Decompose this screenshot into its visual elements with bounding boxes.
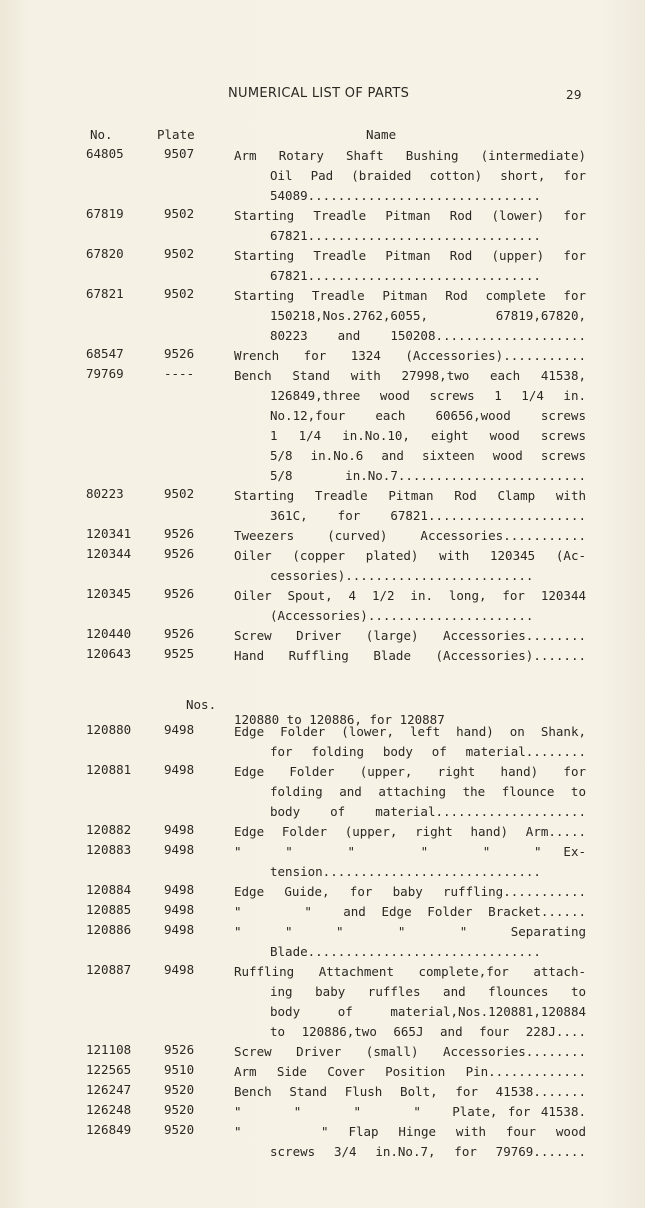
plate-number: 9502	[164, 486, 195, 501]
part-number: 120440	[86, 626, 132, 641]
part-name-line: 361C, for 67821.....................	[270, 508, 586, 523]
part-number: 67820	[86, 246, 124, 261]
part-number: 120643	[86, 646, 132, 661]
part-name-line: Tweezers (curved) Accessories...........	[234, 528, 586, 543]
part-name-line: Oil Pad (braided cotton) short, for	[270, 168, 586, 183]
part-number: 120885	[86, 902, 132, 917]
part-name-line: Bench Stand Flush Bolt, for 41538.......	[234, 1084, 586, 1099]
part-number: 120344	[86, 546, 132, 561]
part-name	[234, 1122, 586, 1162]
part-name-line: Bench Stand with 27998,two each 41538,	[234, 368, 586, 383]
plate-number: 9498	[164, 882, 195, 897]
part-name-line: Screw Driver (large) Accessories........	[234, 628, 586, 643]
part-name-line: screws 3/4 in.No.7, for 79769.......	[270, 1144, 586, 1159]
part-name	[234, 1042, 586, 1062]
part-name	[234, 526, 586, 546]
part-name-line: Edge Guide, for baby ruffling...........	[234, 884, 586, 899]
part-name-line: Starting Treadle Pitman Rod Clamp with	[234, 488, 586, 503]
part-name	[234, 842, 586, 882]
part-name-line: " " Flap Hinge with four wood	[234, 1124, 586, 1139]
part-name	[234, 286, 586, 346]
plate-number: ----	[164, 366, 195, 381]
part-name-line: 80223 and 150208....................	[270, 328, 586, 343]
part-name-line: Starting Treadle Pitman Rod complete for	[234, 288, 586, 303]
part-name-line: Screw Driver (small) Accessories........	[234, 1044, 586, 1059]
part-number: 68547	[86, 346, 124, 361]
part-number: 120884	[86, 882, 132, 897]
plate-number: 9502	[164, 246, 195, 261]
column-header-no: No.	[90, 127, 113, 142]
part-name-line: Oiler Spout, 4 1/2 in. long, for 120344	[234, 588, 586, 603]
nos-label: Nos.	[186, 697, 217, 712]
part-name-line: Hand Ruffling Blade (Accessories).......	[234, 648, 586, 663]
page-title: NUMERICAL LIST OF PARTS	[228, 86, 410, 101]
part-name	[234, 346, 586, 366]
plate-number: 9498	[164, 962, 195, 977]
part-name-line: No.12,four each 60656,wood screws	[270, 408, 586, 423]
plate-number: 9525	[164, 646, 195, 661]
plate-number: 9498	[164, 902, 195, 917]
part-name-line: Ruffling Attachment complete,for attach-	[234, 964, 586, 979]
part-number: 120880	[86, 722, 132, 737]
part-name-line: Starting Treadle Pitman Rod (upper) for	[234, 248, 586, 263]
part-name-line: " " " " " Separating	[234, 924, 586, 939]
part-name	[234, 762, 586, 822]
plate-number: 9498	[164, 842, 195, 857]
part-number: 67819	[86, 206, 124, 221]
part-name-line: 5/8 in.No.6 and sixteen wood screws	[270, 448, 586, 463]
part-name-line: Edge Folder (lower, left hand) on Shank,	[234, 724, 586, 739]
plate-number: 9526	[164, 626, 195, 641]
part-number: 120882	[86, 822, 132, 837]
part-name	[234, 586, 586, 626]
part-name-line: folding and attaching the flounce to	[270, 784, 586, 799]
part-name	[234, 626, 586, 646]
plate-number: 9510	[164, 1062, 195, 1077]
part-name-line: to 120886,two 665J and four 228J....	[270, 1024, 586, 1039]
part-number: 67821	[86, 286, 124, 301]
part-number: 126248	[86, 1102, 132, 1117]
part-name	[234, 902, 586, 922]
part-number: 126247	[86, 1082, 132, 1097]
part-name-line: 150218,Nos.2762,6055, 67819,67820,	[270, 308, 586, 323]
page-header	[0, 86, 645, 106]
part-name-line: Wrench for 1324 (Accessories)...........	[234, 348, 586, 363]
part-name-line: " " " " Plate, for 41538.	[234, 1104, 586, 1119]
part-name-line: 126849,three wood screws 1 1/4 in.	[270, 388, 586, 403]
plate-number: 9526	[164, 546, 195, 561]
part-name-line: Blade...............................	[270, 944, 541, 959]
part-name	[234, 246, 586, 286]
column-header-plate: Plate	[157, 127, 195, 142]
part-name-line: Arm Rotary Shaft Bushing (intermediate)	[234, 148, 586, 163]
part-number: 79769	[86, 366, 124, 381]
part-name-line: ing baby ruffles and flounces to	[270, 984, 586, 999]
plate-number: 9526	[164, 1042, 195, 1057]
part-name-line: tension.............................	[270, 864, 541, 879]
part-number: 120341	[86, 526, 132, 541]
plate-number: 9520	[164, 1082, 195, 1097]
part-name	[234, 206, 586, 246]
part-name	[234, 1082, 586, 1102]
part-name-line: Arm Side Cover Position Pin.............	[234, 1064, 586, 1079]
plate-number: 9526	[164, 586, 195, 601]
part-name	[234, 922, 586, 962]
part-name-line: for folding body of material........	[270, 744, 586, 759]
part-name-line: 67821...............................	[270, 228, 541, 243]
part-number: 121108	[86, 1042, 132, 1057]
plate-number: 9502	[164, 206, 195, 221]
part-name	[234, 546, 586, 586]
part-name	[234, 822, 586, 842]
part-name-line: Edge Folder (upper, right hand) Arm.....	[234, 824, 586, 839]
page-number: 29	[566, 88, 582, 102]
part-name	[234, 882, 586, 902]
part-name	[234, 962, 586, 1042]
nos-text: 120880 to 120886, for 120887	[234, 712, 445, 727]
part-name-line: 67821...............................	[270, 268, 541, 283]
column-header-name: Name	[366, 127, 397, 142]
part-number: 120886	[86, 922, 132, 937]
part-name-line: cessories).........................	[270, 568, 534, 583]
plate-number: 9520	[164, 1102, 195, 1117]
part-number: 64805	[86, 146, 124, 161]
plate-number: 9526	[164, 526, 195, 541]
part-name-line: body of material....................	[270, 804, 586, 819]
part-name-line: 1 1/4 in.No.10, eight wood screws	[270, 428, 586, 443]
plate-number: 9498	[164, 722, 195, 737]
part-name-line: 5/8 in.No.7.........................	[270, 468, 586, 483]
part-name-line: Starting Treadle Pitman Rod (lower) for	[234, 208, 586, 223]
part-name-line: Oiler (copper plated) with 120345 (Ac-	[234, 548, 586, 563]
plate-number: 9520	[164, 1122, 195, 1137]
part-name	[234, 146, 586, 206]
part-name-line: " " " " " " Ex-	[234, 844, 586, 859]
part-name-line: Edge Folder (upper, right hand) for	[234, 764, 586, 779]
part-name-line: (Accessories)......................	[270, 608, 534, 623]
part-number: 122565	[86, 1062, 132, 1077]
part-name	[234, 486, 586, 526]
plate-number: 9502	[164, 286, 195, 301]
part-name-line: " " and Edge Folder Bracket......	[234, 904, 586, 919]
part-name-line: 54089...............................	[270, 188, 541, 203]
part-number: 80223	[86, 486, 124, 501]
part-name-line: body of material,Nos.120881,120884	[270, 1004, 586, 1019]
plate-number: 9498	[164, 822, 195, 837]
part-number: 120883	[86, 842, 132, 857]
part-number: 120887	[86, 962, 132, 977]
plate-number: 9498	[164, 922, 195, 937]
part-name	[234, 366, 586, 486]
part-name	[234, 1062, 586, 1082]
plate-number: 9526	[164, 346, 195, 361]
part-name	[234, 722, 586, 762]
part-number: 120345	[86, 586, 132, 601]
part-number: 120881	[86, 762, 132, 777]
part-name	[234, 646, 586, 666]
plate-number: 9498	[164, 762, 195, 777]
plate-number: 9507	[164, 146, 195, 161]
part-number: 126849	[86, 1122, 132, 1137]
part-name	[234, 1102, 586, 1122]
